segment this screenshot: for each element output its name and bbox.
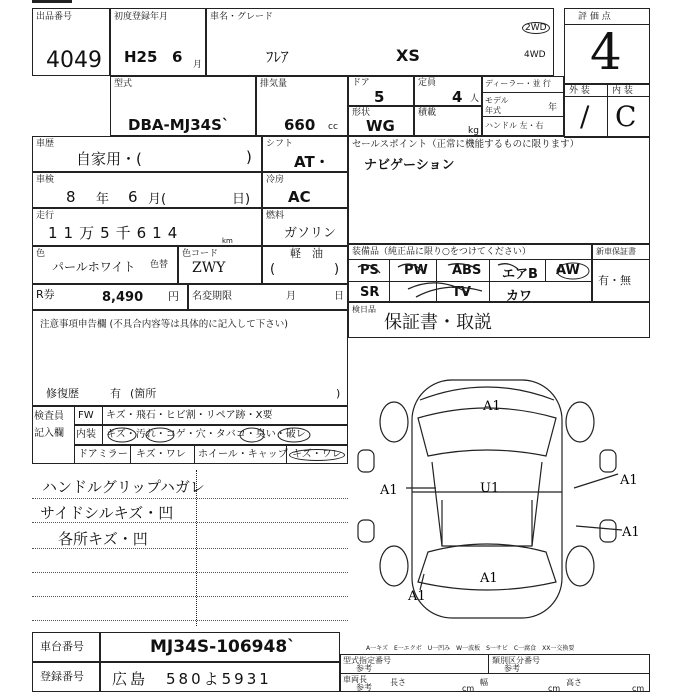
- lot-label: 出品番号: [36, 12, 73, 22]
- equip-pw: PW: [404, 263, 428, 278]
- equip-aw: AW: [556, 263, 580, 278]
- length-field: 長さ: [390, 678, 406, 687]
- diesel-label: 軽 油: [290, 247, 323, 260]
- name-expiry-label: 名変期限: [192, 291, 232, 302]
- mileage-label: 走行: [36, 211, 55, 221]
- usage-box: [32, 136, 262, 172]
- equip-leather: カワ: [506, 289, 533, 304]
- first-reg-era: H25: [124, 48, 158, 66]
- length-cm: cm: [462, 684, 475, 693]
- shift-value: AT・: [294, 153, 330, 171]
- remark-2: サイドシルキズ・凹: [40, 504, 174, 522]
- shift-label: シフト: [266, 139, 294, 149]
- repair-close: ): [336, 387, 341, 400]
- mark-left-rear: A1: [408, 589, 426, 604]
- dealer-label: ディーラー・並 行: [485, 79, 551, 88]
- remark-1: ハンドルグリップハガレ: [42, 478, 205, 496]
- wheel-label: ホイール・キャップ: [198, 449, 288, 460]
- door-value: 5: [374, 88, 385, 106]
- interior-label: 内 装: [612, 86, 633, 96]
- score-value: 4: [590, 23, 622, 81]
- recycle-label: R券: [36, 288, 55, 301]
- model-year-label: モデル年式: [485, 96, 509, 115]
- width-field: 幅: [480, 678, 488, 687]
- repair-label: 修復歴: [46, 387, 79, 400]
- damage-legend: A一キズ E一エクボ U一凹み W一波板 S一サビ C一腐食 XX一交換要: [366, 645, 575, 652]
- inspection-year-kanji: 年: [96, 192, 110, 207]
- repaint-label: 色替: [150, 260, 169, 270]
- model-name: ﾌﾚｱ: [266, 48, 289, 66]
- first-reg-label: 初度登録年月: [114, 12, 169, 22]
- interior-check-label: 内装: [76, 429, 96, 440]
- recycle-yen: 円: [168, 290, 179, 303]
- load-label: 積載: [418, 108, 437, 118]
- car-damage-diagram: [350, 370, 650, 628]
- score-label: 評 価 点: [578, 12, 611, 22]
- name-expiry-day: 日: [334, 291, 344, 302]
- capacity-label: 定員: [418, 78, 437, 88]
- reg-label: 登録番号: [40, 670, 84, 683]
- type-value: DBA-MJ34S`: [128, 116, 230, 134]
- interior-circles: [102, 425, 348, 445]
- equip-strike-marks: [348, 259, 592, 302]
- inspection-label: 車検: [36, 175, 55, 185]
- remark-3: 各所キズ・凹: [58, 530, 148, 548]
- color-label: 色: [36, 249, 46, 259]
- mark-left: A1: [380, 483, 398, 498]
- usage-label: 車歴: [36, 139, 55, 149]
- length-ref: 参考: [356, 683, 372, 692]
- lot-number: 4049: [46, 48, 102, 73]
- shape-value: WG: [366, 117, 395, 135]
- interior-score: C: [615, 100, 637, 133]
- load-unit: kg: [468, 126, 479, 136]
- mileage-unit: km: [222, 237, 233, 245]
- usage-value: 自家用・(: [76, 150, 142, 168]
- capacity-unit: 人: [470, 94, 480, 104]
- designation-label: 型式指定番号: [343, 656, 391, 665]
- first-reg-month-unit: 月: [193, 60, 203, 70]
- notes-label: 注意事項申告欄 (不具合内容等は具体的に記入して下さい): [40, 319, 288, 330]
- chassis-value: MJ34S-106948`: [150, 637, 296, 657]
- equip-abs: ABS: [452, 263, 482, 278]
- exterior-score: /: [580, 100, 590, 133]
- year-unit: 年: [548, 103, 558, 113]
- ac-label: 冷房: [266, 175, 285, 185]
- others-handwritten: 保証書・取説: [384, 312, 492, 333]
- drive-4wd: 4WD: [524, 50, 546, 60]
- repair-yes: 有: [110, 387, 121, 400]
- type-label: 型式: [114, 79, 133, 89]
- equip-airbag: エアB: [502, 267, 538, 282]
- handle-label: ハンドル 左・右: [485, 121, 544, 130]
- designation-ref: 参考: [356, 664, 372, 673]
- wheel-text: キズ・ワレ: [289, 449, 345, 461]
- mirror-label: ドアミラー: [78, 449, 128, 460]
- others-label: 検日品: [352, 305, 376, 314]
- recycle-value: 8,490: [102, 290, 144, 305]
- grade: XS: [396, 46, 420, 65]
- color-value: パールホワイト: [52, 260, 136, 274]
- fw-text: キズ・飛石・ヒビ割・リペア跡・X要: [106, 410, 273, 421]
- disp-unit: cc: [328, 122, 338, 132]
- fw-label: FW: [78, 410, 94, 421]
- shape-label: 形状: [352, 108, 371, 118]
- door-label: ドア: [352, 78, 370, 88]
- warranty-label: 新車保証書: [596, 247, 636, 256]
- inspection-month-unit: 月(: [148, 192, 167, 207]
- sales-point-box: [348, 136, 650, 244]
- usage-paren-close: ): [246, 148, 252, 166]
- mark-front: A1: [483, 399, 501, 414]
- sales-point-label: セールスポイント（正常に機能するものに限ります）: [352, 139, 580, 150]
- fuel-value: ガソリン: [284, 226, 337, 241]
- color-code-value: ZWY: [192, 260, 226, 276]
- capacity-value: 4: [452, 88, 463, 106]
- reg-value: 広島 580よ5931: [112, 670, 272, 688]
- mark-right-front: A1: [620, 473, 638, 488]
- inspection-day-unit: 日): [232, 192, 251, 207]
- category-label: 類別区分番号: [492, 656, 540, 665]
- exterior-label: 外 装: [569, 86, 590, 96]
- inspector-label: 検査員: [34, 411, 64, 422]
- disp-label: 排気量: [260, 79, 288, 89]
- mark-rear: A1: [480, 571, 498, 586]
- length-label: 車両長: [343, 675, 367, 684]
- sales-point-value: ナビゲーション: [364, 158, 455, 173]
- diesel-paren-close: ): [334, 262, 340, 277]
- ac-value: AC: [288, 188, 311, 206]
- mileage-value: 11万5千614: [48, 224, 184, 242]
- diesel-paren-open: (: [270, 262, 276, 277]
- chassis-label: 車台番号: [40, 640, 84, 653]
- equip-label: 装備品（純正品に限り○をつけてください）: [352, 247, 531, 257]
- mirror-text: キズ・ワレ: [136, 449, 186, 460]
- interior-check-text: キズ・汚れ・コゲ・穴・タバコ・臭い・破レ: [106, 429, 306, 440]
- mark-right-rear: A1: [622, 525, 640, 540]
- entry-label: 記入欄: [34, 428, 64, 439]
- repair-place: (箇所: [130, 387, 157, 400]
- mark-roof: U1: [480, 481, 500, 496]
- model-label: 車名・グレード: [210, 12, 274, 22]
- equip-sr: SR: [360, 285, 380, 300]
- height-field: 高さ: [566, 678, 582, 687]
- disp-value: 660: [284, 116, 316, 134]
- equip-ps: PS: [360, 263, 379, 278]
- category-ref: 参考: [504, 664, 520, 673]
- first-reg-month: 6: [172, 48, 183, 66]
- inspection-year: 8: [66, 188, 76, 206]
- name-expiry-month: 月: [286, 291, 296, 302]
- warranty-value: 有・無: [598, 274, 631, 287]
- width-cm: cm: [548, 684, 561, 693]
- inspection-month: 6: [128, 188, 138, 206]
- equip-tv: TV: [452, 285, 471, 300]
- top-edge-bar: [32, 0, 72, 3]
- height-cm: cm: [632, 684, 645, 693]
- drive-2wd: 2WD: [522, 22, 550, 34]
- color-code-label: 色コード: [182, 249, 219, 259]
- fuel-label: 燃料: [266, 211, 285, 221]
